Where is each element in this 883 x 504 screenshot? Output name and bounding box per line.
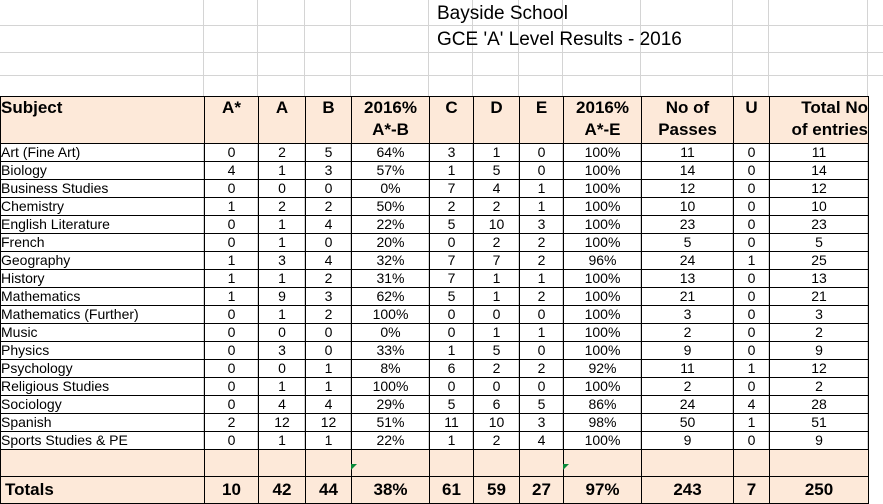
cell-astar[interactable]: 0: [205, 342, 259, 360]
cell-b[interactable]: 2: [306, 270, 352, 288]
cell-passes[interactable]: 10: [642, 198, 734, 216]
cell-subject[interactable]: French: [1, 234, 205, 252]
cell-pct-ae[interactable]: 100%: [564, 198, 642, 216]
cell-passes[interactable]: 9: [642, 342, 734, 360]
cell-passes[interactable]: 2: [642, 378, 734, 396]
cell-pct-ab[interactable]: 64%: [352, 144, 430, 162]
cell-b[interactable]: 0: [306, 234, 352, 252]
cell-u[interactable]: 1: [734, 414, 770, 432]
cell-e[interactable]: 1: [520, 324, 564, 342]
cell-pct-ab[interactable]: 100%: [352, 378, 430, 396]
results-subtitle: GCE 'A' Level Results - 2016: [437, 29, 682, 50]
cell-b[interactable]: 4: [306, 216, 352, 234]
cell-c[interactable]: 0: [430, 306, 474, 324]
cell-c[interactable]: 6: [430, 360, 474, 378]
cell-astar[interactable]: 0: [205, 306, 259, 324]
cell-pct-ae[interactable]: 86%: [564, 396, 642, 414]
cell-a[interactable]: 1: [259, 234, 306, 252]
error-indicator-icon: [563, 464, 569, 470]
cell-passes[interactable]: 23: [642, 216, 734, 234]
cell-u[interactable]: 0: [734, 162, 770, 180]
cell-a[interactable]: 0: [259, 180, 306, 198]
spacer-cell[interactable]: [1, 450, 205, 477]
cell-subject[interactable]: Mathematics: [1, 288, 205, 306]
spacer-row: [1, 450, 869, 477]
cell-u[interactable]: 1: [734, 360, 770, 378]
cell-d[interactable]: 4: [474, 180, 520, 198]
table-row: [1, 162, 869, 180]
cell-b[interactable]: 0: [306, 324, 352, 342]
cell-e[interactable]: 5: [520, 396, 564, 414]
cell-e[interactable]: 0: [520, 162, 564, 180]
cell-pct-ae[interactable]: 92%: [564, 360, 642, 378]
results-table: [0, 96, 869, 504]
cell-e[interactable]: 0: [520, 144, 564, 162]
cell-e[interactable]: 0: [520, 342, 564, 360]
cell-pct-ab[interactable]: 51%: [352, 414, 430, 432]
cell-c[interactable]: 7: [430, 270, 474, 288]
total-entries[interactable]: 250: [770, 477, 869, 504]
cell-passes[interactable]: 5: [642, 234, 734, 252]
cell-pct-ab[interactable]: 0%: [352, 180, 430, 198]
table-row: [1, 432, 869, 450]
header-passes-line1: No of: [665, 98, 710, 117]
cell-d[interactable]: 0: [474, 378, 520, 396]
cell-c[interactable]: 0: [430, 324, 474, 342]
spacer-cell[interactable]: [430, 450, 474, 477]
cell-b[interactable]: 4: [306, 396, 352, 414]
cell-astar[interactable]: 0: [205, 396, 259, 414]
header-pct-ae[interactable]: [564, 97, 642, 144]
cell-passes[interactable]: 24: [642, 252, 734, 270]
cell-total-entries[interactable]: 12: [770, 180, 869, 198]
cell-pct-ae[interactable]: 100%: [564, 342, 642, 360]
cell-pct-ab[interactable]: 0%: [352, 324, 430, 342]
cell-subject[interactable]: Business Studies: [1, 180, 205, 198]
table-row: [1, 180, 869, 198]
results-body: [1, 144, 869, 450]
cell-total-entries[interactable]: 5: [770, 234, 869, 252]
spacer-cell[interactable]: [205, 450, 259, 477]
cell-c[interactable]: 0: [430, 378, 474, 396]
cell-total-entries[interactable]: 23: [770, 216, 869, 234]
cell-d[interactable]: 2: [474, 360, 520, 378]
cell-e[interactable]: 3: [520, 414, 564, 432]
cell-pct-ab[interactable]: 29%: [352, 396, 430, 414]
cell-d[interactable]: 1: [474, 324, 520, 342]
cell-pct-ab[interactable]: 20%: [352, 234, 430, 252]
cell-pct-ae[interactable]: 100%: [564, 144, 642, 162]
cell-a[interactable]: 3: [259, 252, 306, 270]
table-row: [1, 342, 869, 360]
spacer-cell[interactable]: [520, 450, 564, 477]
cell-pct-ae[interactable]: 100%: [564, 378, 642, 396]
total-e[interactable]: 27: [520, 477, 564, 504]
header-c[interactable]: C: [430, 97, 474, 144]
header-passes[interactable]: [642, 97, 734, 144]
cell-subject[interactable]: Spanish: [1, 414, 205, 432]
cell-d[interactable]: 2: [474, 234, 520, 252]
cell-d[interactable]: 5: [474, 342, 520, 360]
cell-u[interactable]: 1: [734, 252, 770, 270]
grid-line: [0, 52, 883, 53]
cell-passes[interactable]: 3: [642, 306, 734, 324]
cell-astar[interactable]: 2: [205, 414, 259, 432]
cell-pct-ab[interactable]: 22%: [352, 432, 430, 450]
cell-astar[interactable]: 0: [205, 180, 259, 198]
cell-subject[interactable]: Art (Fine Art): [1, 144, 205, 162]
cell-b[interactable]: 0: [306, 180, 352, 198]
cell-a[interactable]: 1: [259, 432, 306, 450]
cell-e[interactable]: 2: [520, 252, 564, 270]
cell-pct-ae[interactable]: 100%: [564, 288, 642, 306]
cell-passes[interactable]: 13: [642, 270, 734, 288]
cell-subject[interactable]: Mathematics (Further): [1, 306, 205, 324]
cell-astar[interactable]: 1: [205, 270, 259, 288]
cell-total-entries[interactable]: 51: [770, 414, 869, 432]
spacer-cell[interactable]: [770, 450, 869, 477]
cell-astar[interactable]: 1: [205, 198, 259, 216]
cell-pct-ab[interactable]: 22%: [352, 216, 430, 234]
cell-total-entries[interactable]: 25: [770, 252, 869, 270]
cell-d[interactable]: 0: [474, 306, 520, 324]
cell-subject[interactable]: Religious Studies: [1, 378, 205, 396]
header-pct-ae-line1: 2016%: [576, 98, 629, 117]
cell-c[interactable]: 5: [430, 288, 474, 306]
cell-total-entries[interactable]: 10: [770, 198, 869, 216]
cell-b[interactable]: 5: [306, 144, 352, 162]
cell-subject[interactable]: Sociology: [1, 396, 205, 414]
header-u[interactable]: U: [734, 97, 770, 144]
cell-a[interactable]: 1: [259, 378, 306, 396]
cell-d[interactable]: 5: [474, 162, 520, 180]
table-row: [1, 198, 869, 216]
cell-passes[interactable]: 11: [642, 144, 734, 162]
cell-c[interactable]: 1: [430, 162, 474, 180]
cell-b[interactable]: 4: [306, 252, 352, 270]
header-a[interactable]: A: [259, 97, 306, 144]
cell-a[interactable]: 2: [259, 144, 306, 162]
cell-b[interactable]: 1: [306, 378, 352, 396]
totals-label[interactable]: Totals: [1, 477, 205, 504]
table-row: [1, 216, 869, 234]
cell-pct-ae[interactable]: 100%: [564, 216, 642, 234]
cell-subject[interactable]: Physics: [1, 342, 205, 360]
cell-subject[interactable]: Psychology: [1, 360, 205, 378]
header-pct-ab[interactable]: [352, 97, 430, 144]
total-pct-ae[interactable]: 97%: [564, 477, 642, 504]
cell-e[interactable]: 0: [520, 378, 564, 396]
header-subject[interactable]: Subject: [1, 97, 205, 144]
table-row: [1, 144, 869, 162]
spacer-cell[interactable]: [259, 450, 306, 477]
cell-astar[interactable]: 0: [205, 216, 259, 234]
total-astar[interactable]: 10: [205, 477, 259, 504]
table-row: [1, 252, 869, 270]
table-row: [1, 234, 869, 252]
cell-c[interactable]: 3: [430, 144, 474, 162]
table-row: [1, 324, 869, 342]
table-row: [1, 378, 869, 396]
cell-d[interactable]: 10: [474, 414, 520, 432]
cell-passes[interactable]: 24: [642, 396, 734, 414]
cell-pct-ab[interactable]: 57%: [352, 162, 430, 180]
cell-d[interactable]: 2: [474, 198, 520, 216]
cell-e[interactable]: 4: [520, 432, 564, 450]
cell-subject[interactable]: Geography: [1, 252, 205, 270]
cell-pct-ab[interactable]: 50%: [352, 198, 430, 216]
cell-passes[interactable]: 21: [642, 288, 734, 306]
cell-passes[interactable]: 11: [642, 360, 734, 378]
table-row: [1, 360, 869, 378]
cell-c[interactable]: 5: [430, 396, 474, 414]
cell-e[interactable]: 2: [520, 234, 564, 252]
table-row: [1, 288, 869, 306]
cell-pct-ae[interactable]: 100%: [564, 234, 642, 252]
cell-a[interactable]: 0: [259, 324, 306, 342]
cell-u[interactable]: 0: [734, 288, 770, 306]
cell-passes[interactable]: 50: [642, 414, 734, 432]
header-astar[interactable]: A*: [205, 97, 259, 144]
header-pct-ab-line2: A*-B: [372, 120, 409, 139]
total-pct-ab[interactable]: 38%: [352, 477, 430, 504]
cell-u[interactable]: 0: [734, 306, 770, 324]
cell-a[interactable]: 1: [259, 162, 306, 180]
cell-d[interactable]: 2: [474, 432, 520, 450]
cell-total-entries[interactable]: 3: [770, 306, 869, 324]
cell-a[interactable]: 2: [259, 198, 306, 216]
header-b[interactable]: B: [306, 97, 352, 144]
cell-astar[interactable]: 0: [205, 432, 259, 450]
cell-astar[interactable]: 1: [205, 288, 259, 306]
header-row: [1, 97, 869, 144]
cell-passes[interactable]: 9: [642, 432, 734, 450]
grid-line: [0, 25, 883, 26]
cell-c[interactable]: 1: [430, 432, 474, 450]
spacer-cell[interactable]: [734, 450, 770, 477]
cell-total-entries[interactable]: 9: [770, 342, 869, 360]
cell-d[interactable]: 1: [474, 288, 520, 306]
cell-c[interactable]: 5: [430, 216, 474, 234]
cell-subject[interactable]: Biology: [1, 162, 205, 180]
cell-e[interactable]: 1: [520, 198, 564, 216]
cell-astar[interactable]: 0: [205, 144, 259, 162]
total-passes[interactable]: 243: [642, 477, 734, 504]
cell-pct-ae[interactable]: 100%: [564, 270, 642, 288]
cell-astar[interactable]: 0: [205, 378, 259, 396]
cell-b[interactable]: 2: [306, 306, 352, 324]
total-c[interactable]: 61: [430, 477, 474, 504]
total-a[interactable]: 42: [259, 477, 306, 504]
cell-pct-ab[interactable]: 31%: [352, 270, 430, 288]
table-row: [1, 306, 869, 324]
cell-u[interactable]: 0: [734, 144, 770, 162]
cell-pct-ab[interactable]: 32%: [352, 252, 430, 270]
cell-c[interactable]: 2: [430, 198, 474, 216]
cell-u[interactable]: 0: [734, 270, 770, 288]
cell-astar[interactable]: 4: [205, 162, 259, 180]
header-total[interactable]: [770, 97, 869, 144]
totals-row: [1, 477, 869, 504]
cell-b[interactable]: 0: [306, 342, 352, 360]
cell-passes[interactable]: 14: [642, 162, 734, 180]
cell-pct-ae[interactable]: 96%: [564, 252, 642, 270]
cell-a[interactable]: 0: [259, 360, 306, 378]
cell-subject[interactable]: English Literature: [1, 216, 205, 234]
cell-d[interactable]: 7: [474, 252, 520, 270]
cell-c[interactable]: 0: [430, 234, 474, 252]
cell-pct-ab[interactable]: 33%: [352, 342, 430, 360]
table-row: [1, 270, 869, 288]
cell-astar[interactable]: 0: [205, 360, 259, 378]
cell-subject[interactable]: Sports Studies & PE: [1, 432, 205, 450]
cell-b[interactable]: 3: [306, 288, 352, 306]
cell-pct-ae[interactable]: 100%: [564, 180, 642, 198]
cell-u[interactable]: 0: [734, 180, 770, 198]
cell-e[interactable]: 0: [520, 306, 564, 324]
cell-pct-ae[interactable]: 100%: [564, 162, 642, 180]
table-row: [1, 396, 869, 414]
cell-e[interactable]: 1: [520, 180, 564, 198]
spacer-cell[interactable]: [474, 450, 520, 477]
header-total-line2: of entries: [791, 120, 868, 139]
cell-u[interactable]: 4: [734, 396, 770, 414]
cell-pct-ab[interactable]: 100%: [352, 306, 430, 324]
cell-u[interactable]: 0: [734, 198, 770, 216]
cell-total-entries[interactable]: 11: [770, 144, 869, 162]
cell-d[interactable]: 6: [474, 396, 520, 414]
cell-c[interactable]: 1: [430, 342, 474, 360]
cell-passes[interactable]: 2: [642, 324, 734, 342]
cell-a[interactable]: 9: [259, 288, 306, 306]
cell-a[interactable]: 1: [259, 270, 306, 288]
header-pct-ae-line2: A*-E: [584, 120, 621, 139]
cell-u[interactable]: 0: [734, 216, 770, 234]
grid-line: [0, 75, 883, 76]
cell-pct-ae[interactable]: 98%: [564, 414, 642, 432]
cell-total-entries[interactable]: 12: [770, 360, 869, 378]
cell-b[interactable]: 1: [306, 432, 352, 450]
cell-d[interactable]: 10: [474, 216, 520, 234]
cell-astar[interactable]: 0: [205, 234, 259, 252]
spacer-cell[interactable]: [642, 450, 734, 477]
cell-c[interactable]: 7: [430, 180, 474, 198]
cell-a[interactable]: 12: [259, 414, 306, 432]
cell-subject[interactable]: History: [1, 270, 205, 288]
cell-b[interactable]: 1: [306, 360, 352, 378]
cell-subject[interactable]: Chemistry: [1, 198, 205, 216]
cell-total-entries[interactable]: 9: [770, 432, 869, 450]
total-d[interactable]: 59: [474, 477, 520, 504]
cell-passes[interactable]: 12: [642, 180, 734, 198]
cell-c[interactable]: 7: [430, 252, 474, 270]
cell-b[interactable]: 2: [306, 198, 352, 216]
cell-u[interactable]: 0: [734, 432, 770, 450]
cell-u[interactable]: 0: [734, 234, 770, 252]
cell-total-entries[interactable]: 13: [770, 270, 869, 288]
cell-total-entries[interactable]: 21: [770, 288, 869, 306]
cell-a[interactable]: 4: [259, 396, 306, 414]
table-row: [1, 414, 869, 432]
cell-b[interactable]: 12: [306, 414, 352, 432]
cell-pct-ae[interactable]: 100%: [564, 432, 642, 450]
cell-e[interactable]: 3: [520, 216, 564, 234]
error-indicator-icon: [351, 464, 357, 470]
spacer-cell[interactable]: [352, 450, 430, 477]
cell-e[interactable]: 2: [520, 288, 564, 306]
header-total-line1: Total No: [801, 98, 868, 117]
cell-pct-ae[interactable]: 100%: [564, 324, 642, 342]
school-title: Bayside School: [437, 3, 568, 24]
header-pct-ab-line1: 2016%: [364, 98, 417, 117]
cell-total-entries[interactable]: 14: [770, 162, 869, 180]
cell-a[interactable]: 1: [259, 306, 306, 324]
cell-c[interactable]: 11: [430, 414, 474, 432]
cell-u[interactable]: 0: [734, 342, 770, 360]
total-b[interactable]: 44: [306, 477, 352, 504]
cell-pct-ab[interactable]: 62%: [352, 288, 430, 306]
cell-subject[interactable]: Music: [1, 324, 205, 342]
cell-total-entries[interactable]: 2: [770, 324, 869, 342]
cell-pct-ae[interactable]: 100%: [564, 306, 642, 324]
cell-u[interactable]: 0: [734, 324, 770, 342]
cell-astar[interactable]: 0: [205, 324, 259, 342]
cell-pct-ab[interactable]: 8%: [352, 360, 430, 378]
spacer-cell[interactable]: [306, 450, 352, 477]
header-d[interactable]: D: [474, 97, 520, 144]
cell-total-entries[interactable]: 28: [770, 396, 869, 414]
cell-d[interactable]: 1: [474, 270, 520, 288]
header-passes-line2: Passes: [658, 120, 717, 139]
spacer-cell[interactable]: [564, 450, 642, 477]
cell-total-entries[interactable]: 2: [770, 378, 869, 396]
cell-e[interactable]: 1: [520, 270, 564, 288]
cell-d[interactable]: 1: [474, 144, 520, 162]
header-e[interactable]: E: [520, 97, 564, 144]
total-u[interactable]: 7: [734, 477, 770, 504]
cell-u[interactable]: 0: [734, 378, 770, 396]
cell-e[interactable]: 2: [520, 360, 564, 378]
cell-astar[interactable]: 1: [205, 252, 259, 270]
cell-b[interactable]: 3: [306, 162, 352, 180]
cell-a[interactable]: 3: [259, 342, 306, 360]
cell-a[interactable]: 1: [259, 216, 306, 234]
